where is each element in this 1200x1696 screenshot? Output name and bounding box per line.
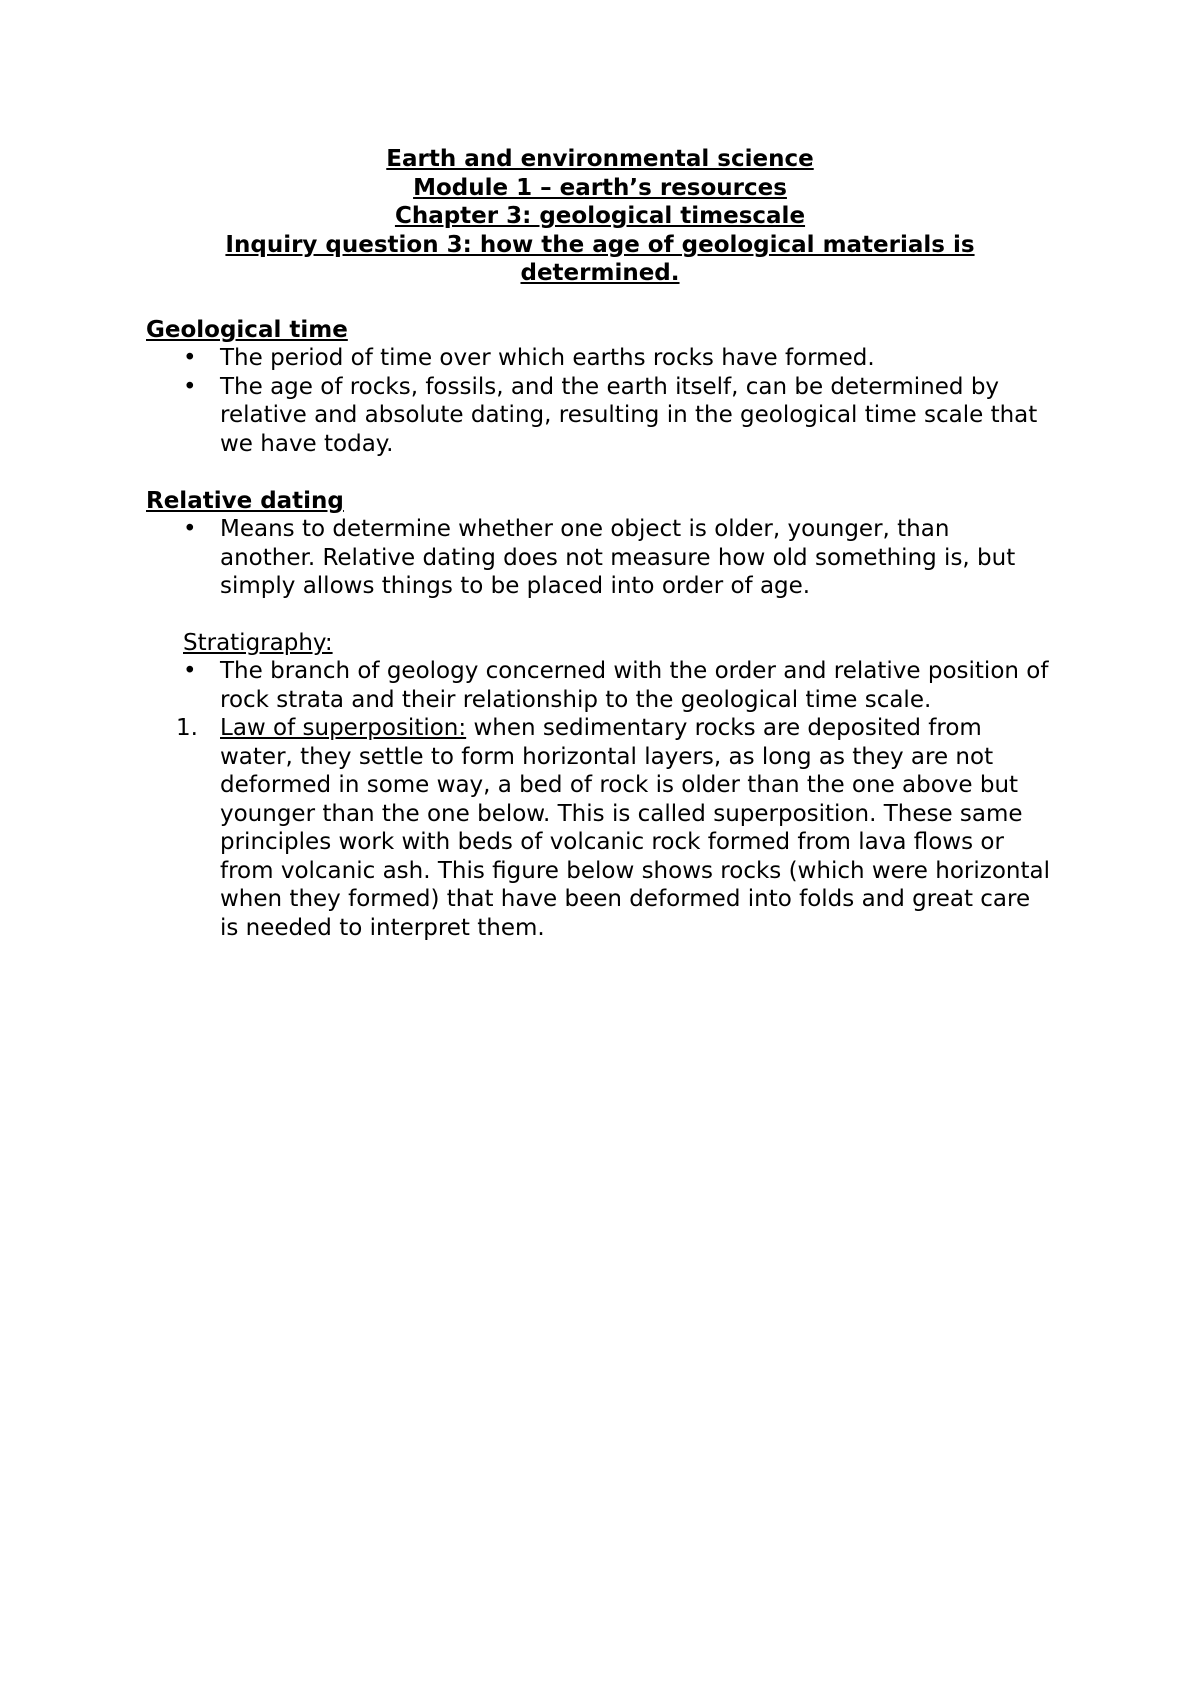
geological-time-list: [0, 344, 1200, 458]
relative-dating-list: [0, 515, 1200, 601]
bullet-text: The age of rocks, fossils, and the earth itself, can be determined by relative and absolute dating, resulting in the geological time scale that we have today.: [220, 373, 1038, 457]
bullet-icon: •: [183, 658, 197, 684]
bullet-text: The branch of geology concerned with the order and relative position of rock strata and their relationship to the geological time scale.: [220, 658, 1049, 713]
heading-stratigraphy: Stratigraphy:: [183, 630, 333, 656]
bullet-text: The period of time over which earths rocks have formed.: [220, 345, 875, 371]
title-line-subject: Earth and environmental science: [386, 146, 814, 172]
list-item: [0, 515, 1050, 601]
document-title-block: [190, 145, 1010, 288]
title-line-module: Module 1 – earth’s resources: [413, 174, 787, 201]
list-item: [0, 373, 1050, 459]
definition-text: when sedimentary rocks are deposited from water, they settle to form horizontal layers, as long as they are not deformed in some way, a bed of rock is older than the one above but younger than the one below. This is called superposition. These same principles work with beds of volcanic rock formed from lava flows or from volcanic ash. This figure below shows rocks (which were horizontal when they formed) that have been deformed into folds and great care is needed to interpret them.: [220, 715, 1050, 941]
bullet-text: Means to determine whether one object is older, younger, than another. Relative dating does not measure how old something is, but simply allows things to be placed into order of age.: [220, 516, 1016, 599]
list-item: [0, 657, 1050, 714]
term-law-of-superposition: Law of superposition:: [220, 715, 467, 741]
bullet-icon: •: [183, 516, 197, 542]
numbered-item-law-of-superposition: [0, 714, 1050, 942]
list-item: [0, 344, 1050, 373]
title-line-inquiry-question: Inquiry question 3: how the age of geological materials is determined.: [225, 231, 975, 286]
title-line-chapter: Chapter 3: geological timescale: [394, 203, 806, 229]
heading-geological-time: Geological time: [146, 317, 348, 343]
bullet-icon: •: [183, 345, 197, 371]
list-number: 1.: [176, 715, 198, 741]
heading-relative-dating: Relative dating: [146, 488, 344, 514]
bullet-icon: •: [183, 373, 197, 400]
stratigraphy-list: [0, 657, 1200, 942]
